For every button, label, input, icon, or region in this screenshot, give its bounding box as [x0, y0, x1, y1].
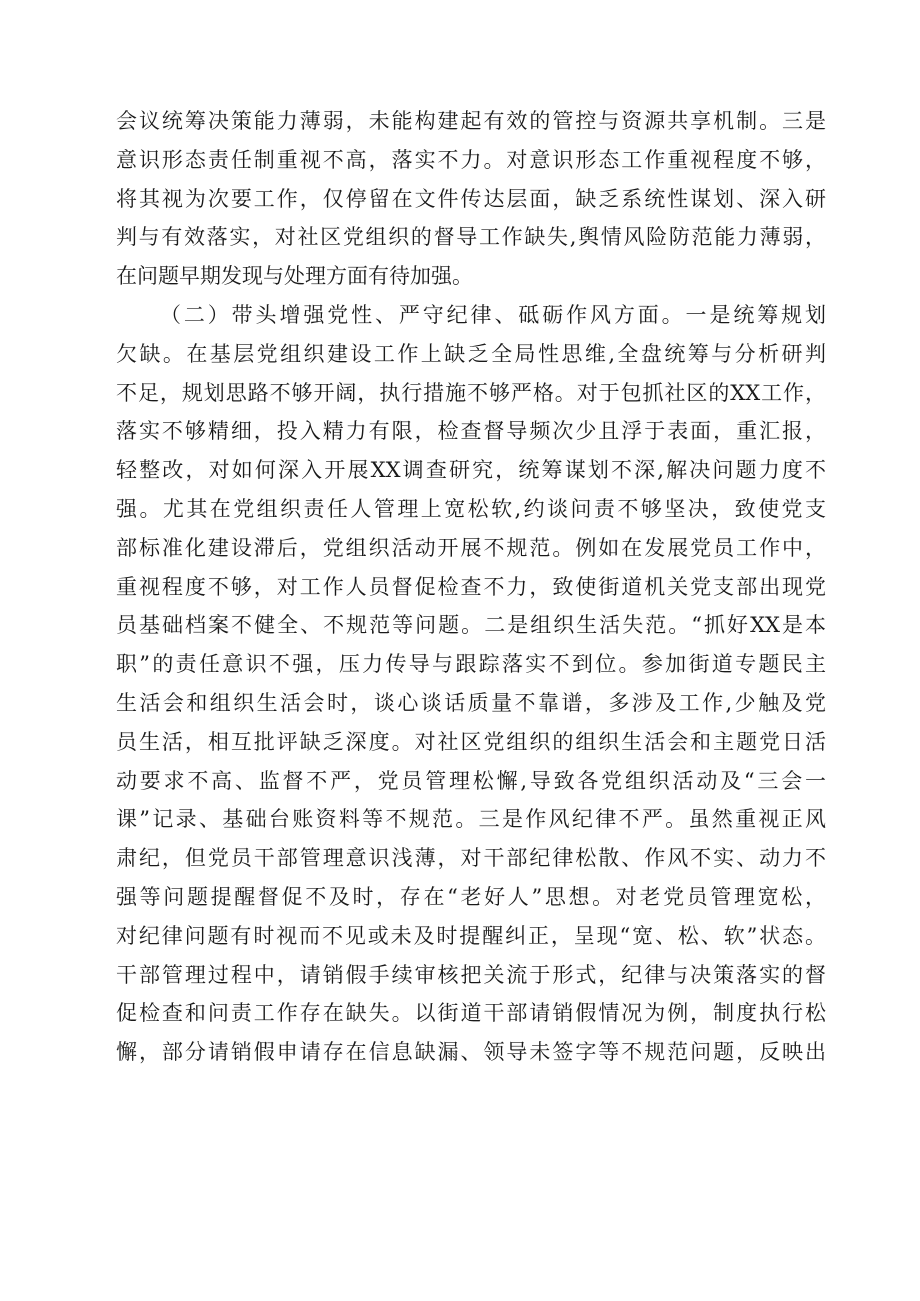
text-line: 强。尤其在党组织责任人管理上宽松软,约谈问责不够坚决，致使党支 [116, 496, 826, 521]
text-line: 动要求不高、监督不严，党员管理松懈,导致各党组织活动及“三会一 [116, 768, 826, 793]
text-line: 欠缺。在基层党组织建设工作上缺乏全局性思维,全盘统筹与分析研判 [116, 341, 826, 366]
text-line: 员基础档案不健全、不规范等问题。二是组织生活失范。“抓好XX是本 [116, 613, 826, 638]
text-line: 判与有效落实，对社区党组织的督导工作缺失,舆情风险防范能力薄弱， [116, 225, 826, 250]
document-body [116, 102, 826, 1072]
text-line: 生活会和组织生活会时，谈心谈话质量不靠谱，多涉及工作,少触及党 [116, 690, 826, 715]
text-line: 课”记录、基础台账资料等不规范。三是作风纪律不严。虽然重视正风 [116, 807, 826, 832]
text-line: 会议统筹决策能力薄弱，未能构建起有效的管控与资源共享机制。三是 [116, 109, 826, 133]
text-line: 将其视为次要工作，仅停留在文件传达层面，缺乏系统性谋划、深入研 [116, 186, 826, 211]
text-line: 轻整改，对如何深入开展XX调查研究，统筹谋划不深,解决问题力度不 [116, 458, 826, 483]
text-line: 对纪律问题有时视而不见或未及时提醒纠正，呈现“宽、松、软”状态。 [116, 923, 826, 948]
text-line: 强等问题提醒督促不及时，存在“老好人”思想。对老党员管理宽松， [116, 884, 826, 909]
text-line: 落实不够精细，投入精力有限，检查督导频次少且浮于表面，重汇报， [116, 419, 826, 444]
text-line: 部标准化建设滞后，党组织活动开展不规范。例如在发展党员工作中， [116, 535, 826, 560]
text-line: 促检查和问责工作存在缺失。以街道干部请销假情况为例，制度执行松 [116, 1001, 826, 1026]
text-line: 懈，部分请销假申请存在信息缺漏、领导未签字等不规范问题，反映出 [116, 1040, 826, 1065]
section-heading-line: （二）带头增强党性、严守纪律、砥砺作风方面。一是统筹规划 [160, 302, 826, 327]
paragraph-end-line: 在问题早期发现与处理方面有待加强。 [116, 264, 473, 289]
text-line: 不足，规划思路不够开阔，执行措施不够严格。对于包抓社区的XX工作， [116, 380, 826, 405]
text-line: 员生活，相互批评缺乏深度。对社区党组织的组织生活会和主题党日活 [116, 729, 826, 754]
text-line: 肃纪，但党员干部管理意识浅薄，对干部纪律松散、作风不实、动力不 [116, 846, 826, 871]
text-line: 职”的责任意识不强，压力传导与跟踪落实不到位。参加街道专题民主 [116, 652, 826, 677]
text-line: 意识形态责任制重视不高，落实不力。对意识形态工作重视程度不够， [116, 147, 826, 172]
text-line: 干部管理过程中，请销假手续审核把关流于形式，纪律与决策落实的督 [116, 962, 826, 987]
text-line: 重视程度不够，对工作人员督促检查不力，致使街道机关党支部出现党 [116, 574, 826, 599]
